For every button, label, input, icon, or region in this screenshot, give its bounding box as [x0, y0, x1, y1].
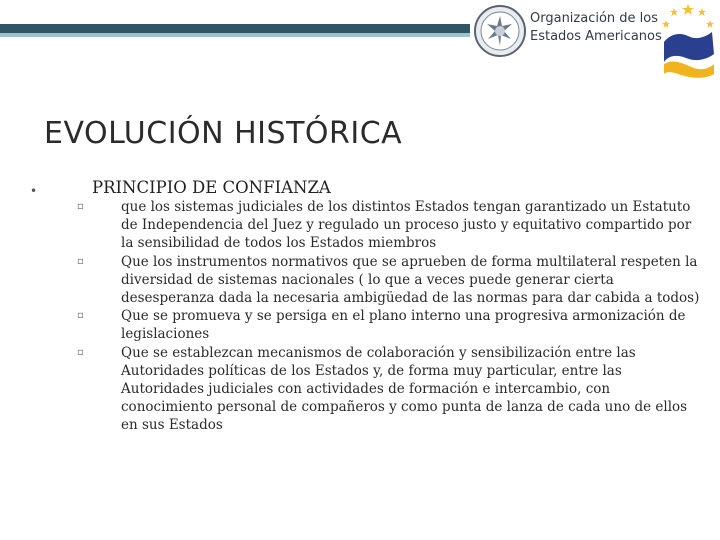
sub-bullet-marker: ▫	[77, 346, 84, 358]
header-bar-dark	[0, 24, 470, 33]
sub-bullet-marker: ▫	[77, 310, 84, 322]
list-item-text: Que los instrumentos normativos que se aprueben de forma multilateral respeten la diversidad de sistemas nacionales ( lo que a veces puede generar cierta desesperanza dada la necesaria ambigüedad de las normas para dar cabida a todos)	[121, 253, 700, 307]
list-item-text: que los sistemas judiciales de los distintos Estados tengan garantizado un Estatuto de Independencia del Juez y regulado un proceso justo y equitativo compartido por la sensibilidad de todos los Estados miembros	[121, 199, 692, 252]
header-bar-light	[0, 33, 470, 37]
list-item	[76, 198, 706, 253]
bullet-marker: •	[30, 184, 38, 198]
organization-name-line2: Estados Americanos	[530, 29, 662, 44]
organization-name	[530, 10, 660, 46]
list-item	[76, 253, 706, 308]
organization-logo	[470, 0, 720, 90]
eu-stars-emblem-icon	[660, 2, 716, 80]
slide-title: EVOLUCIÓN HISTÓRICA	[44, 116, 403, 151]
principle-list	[76, 198, 706, 435]
sub-bullet-marker: ▫	[77, 255, 84, 267]
oas-seal-icon	[473, 4, 527, 58]
list-item	[76, 307, 706, 343]
list-item-text: Que se establezcan mecanismos de colaboración y sensibilización entre las Autoridades políticas de los Estados y, de forma muy particular, entre las Autoridades judiciales con actividades de formación e intercambio, con conocimiento personal de compañeros y como punta de lanza de cada uno de ellos en sus Estados	[121, 344, 688, 434]
sub-bullet-marker: ▫	[77, 201, 84, 212]
list-item-text: Que se promueva y se persiga en el plano interno una progresiva armonización de legislaciones	[121, 308, 686, 343]
organization-name-line1: Organización de los	[530, 11, 659, 26]
section-heading: PRINCIPIO DE CONFIANZA	[92, 178, 331, 197]
list-item	[76, 344, 706, 435]
